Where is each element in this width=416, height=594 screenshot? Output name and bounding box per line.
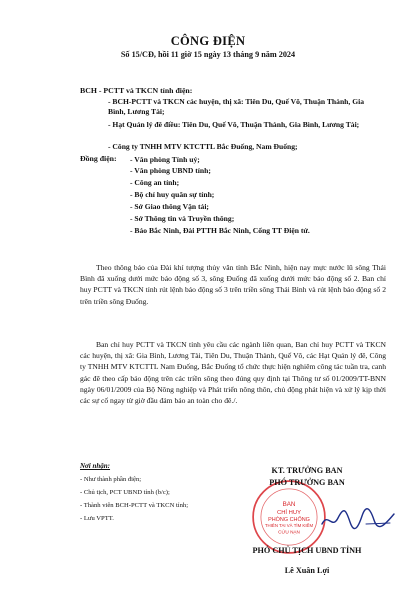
official-stamp: [250, 478, 328, 556]
noi-nhan-item: - Chủ tịch, PCT UBND tỉnh (b/c);: [80, 489, 170, 496]
copy-item: - Văn phòng UBND tỉnh;: [130, 166, 211, 175]
stamp-text: CHỈ HUY: [276, 509, 302, 516]
noi-nhan-item: - Thành viên BCH-PCTT và TKCN tỉnh;: [80, 502, 189, 509]
body-paragraph-1: Theo thông báo của Đài khí tượng thủy văn tỉnh Bắc Ninh, hiện nay mực nước lũ sông Thái Bình đã xuống dưới mức báo động số 3, sông Đuống đã xuống dưới mức báo động số 2. Ban chỉ huy PCTT và TKCN tỉnh rút lệnh báo động số 3 trên triền sông Thái Bình và rút lệnh báo động số 2 trên triền sông Đuống.: [80, 263, 386, 306]
noi-nhan-item: - Lưu VPTT.: [80, 515, 114, 522]
copy-item: - Sở Thông tin và Truyền thông;: [130, 214, 235, 223]
body-paragraph-2: Ban chỉ huy PCTT và TKCN tỉnh yêu cầu các ngành liên quan, Ban chỉ huy PCTT và TKCN các huyện, thị xã: Gia Bình, Lương Tài, Tiên Du, Thuận Thành, Quế Võ, các Hạt Quản lý đê, Công ty TNHH MTV KTCTTL Nam Đuống, Bắc Đuống tổ chức thực hiện nghiêm công tác tuần tra, canh gác đê theo cấp báo động trên các triền sông theo đúng quy định tại Thông tư số 01/2009/TT-BNN ngày 06/01/2009 của Bộ Nông nghiệp và Phát triển nông thôn, chủ động phát hiện và xử lý kịp thời các sự cố ngay từ giờ đầu đảm bảo an toàn cho đê./.: [80, 340, 386, 406]
copy-item: - Sở Giao thông Vận tải;: [130, 202, 209, 211]
copy-item: - Bộ chỉ huy quân sự tỉnh;: [130, 190, 215, 199]
signature-title-1: KT. TRƯỞNG BAN: [271, 466, 343, 475]
recipient-item: - Hạt Quản lý đê điều: Tiên Du, Quế Võ, Thuận Thành, Gia Bình, Lương Tài;: [108, 120, 360, 129]
signature-title-2: PHÓ TRƯỞNG BAN: [269, 478, 345, 487]
recipient-item: - Công ty TNHH MTV KTCTTL Bắc Đuống, Nam Đuống;: [108, 142, 298, 151]
recipients-header: BCH - PCTT và TKCN tỉnh điện:: [80, 86, 193, 95]
stamp-text: CỨU NẠN: [278, 529, 300, 535]
copy-item: - Văn phòng Tỉnh uỷ;: [130, 155, 200, 164]
copy-item: - Công an tỉnh;: [130, 178, 180, 187]
document-title: CÔNG ĐIỆN: [170, 34, 246, 48]
noi-nhan-item: - Như thành phần điện;: [80, 476, 142, 483]
signer-name: Lê Xuân Lợi: [284, 566, 330, 575]
stamp-text: THIÊN TAI VÀ TÌM KIẾM: [264, 523, 314, 529]
copy-label: Đồng điện:: [80, 154, 117, 163]
document-number: Số 15/CĐ, hồi 11 giờ 15 ngày 13 tháng 9 năm 2024: [120, 50, 296, 59]
recipient-item: - BCH-PCTT và TKCN các huyện, thị xã: Tiên Du, Quế Võ, Thuận Thành, Gia Bình, Lương Tài;: [108, 97, 365, 117]
noi-nhan-label: Nơi nhận:: [80, 462, 111, 470]
signature-position: PHÓ CHỦ TỊCH UBND TỈNH: [252, 546, 362, 555]
copy-item: - Báo Bắc Ninh, Đài PTTH Bắc Ninh, Cổng TT Điện tử.: [130, 226, 310, 235]
stamp-text: BAN: [282, 501, 296, 509]
handwritten-signature: [318, 504, 398, 534]
stamp-text: PHÒNG CHỐNG: [268, 516, 310, 523]
